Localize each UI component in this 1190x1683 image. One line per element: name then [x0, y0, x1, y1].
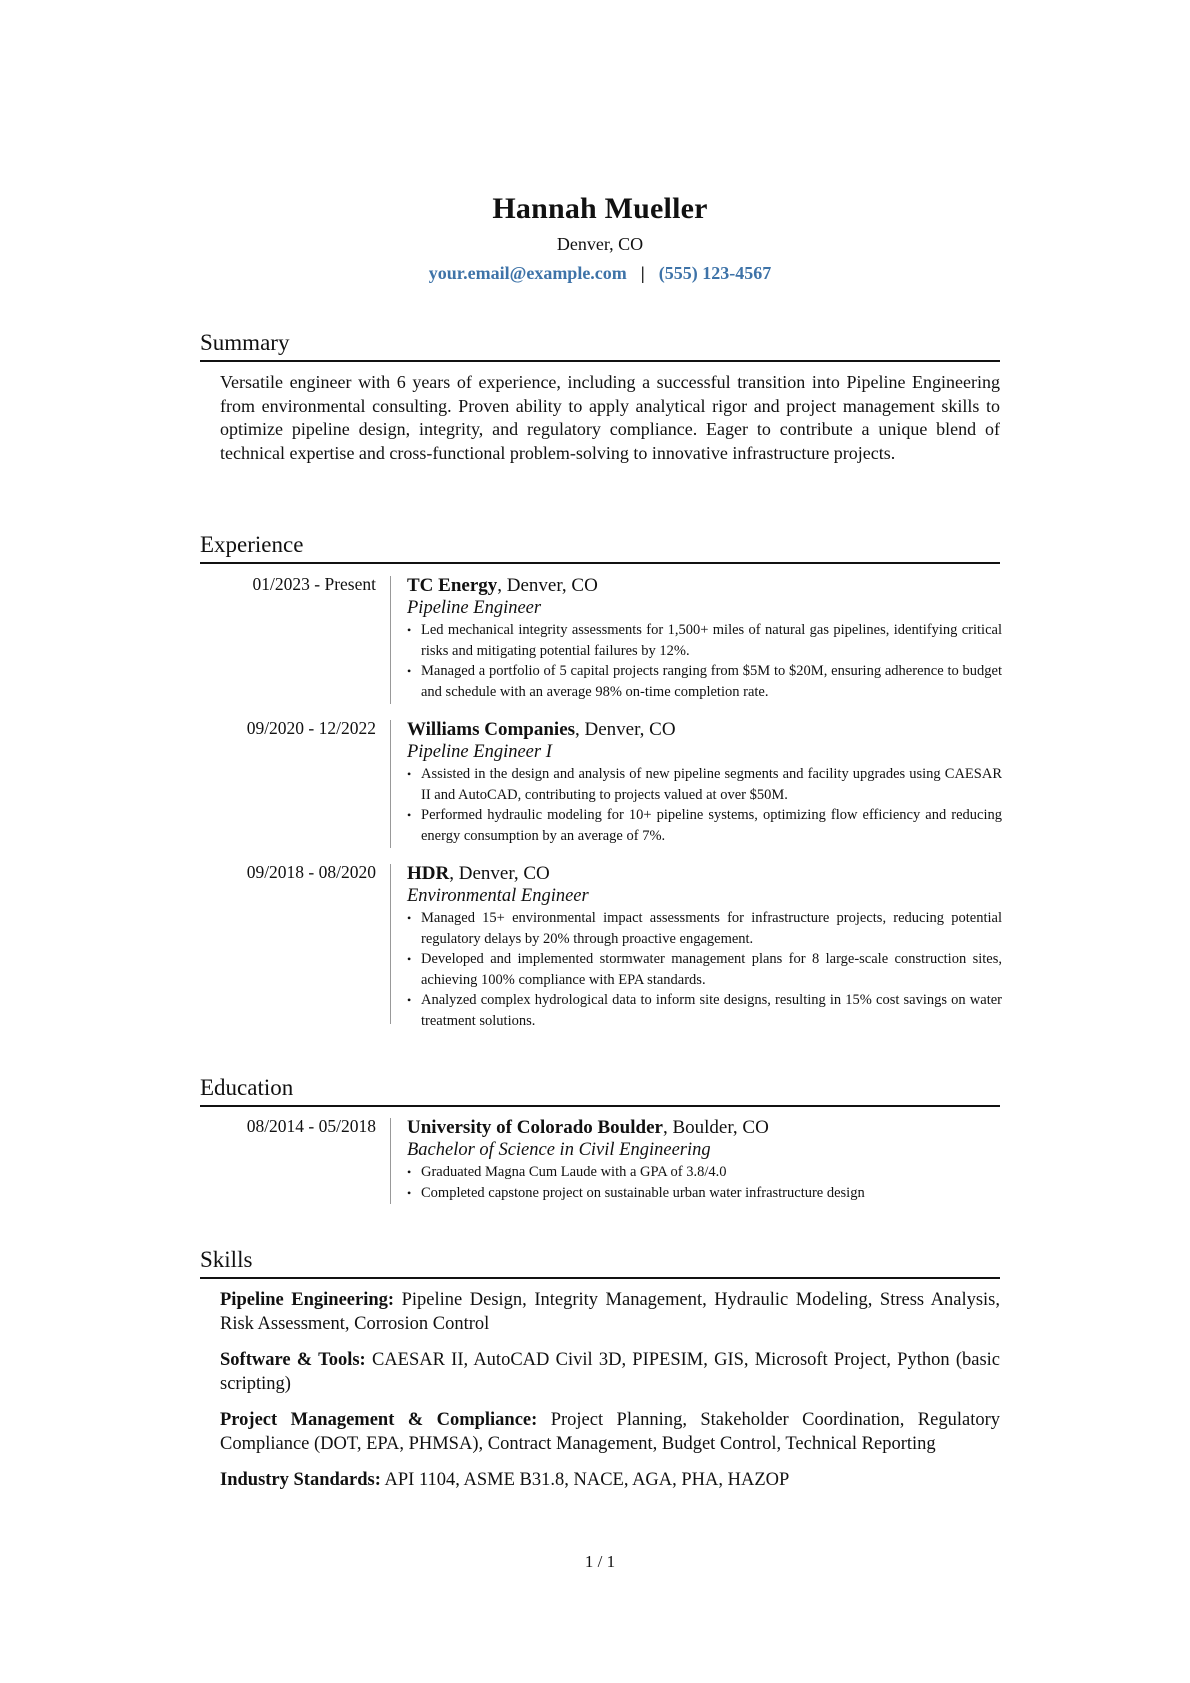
bullet-list [407, 908, 1002, 1032]
page-number: 1 / 1 [584, 1552, 616, 1571]
email-link[interactable]: your.email@example.com [428, 263, 627, 283]
skill-values: Project Planning, Stakeholder Coordination, Regulatory Compliance (DOT, EPA, PHMSA), Contract Management, Budget Control, Technical Reporting [220, 1410, 1000, 1454]
phone-link[interactable]: (555) 123-4567 [658, 263, 772, 283]
contact-separator: | [640, 263, 645, 283]
entry-date: 09/2018 - 08/2020 [246, 862, 376, 882]
timeline-divider [390, 864, 391, 1024]
bullet-item: • Assisted in the design and analysis of new pipeline segments and facility upgrades using CAESAR II and AutoCAD, contributing to projects valued at over $50M. [407, 764, 1002, 805]
timeline-divider [390, 720, 391, 848]
bullet-item: • Developed and implemented stormwater management plans for 8 large-scale construction sites, achieving 100% compliance with EPA standards. [407, 949, 1002, 990]
skill-label: Software & Tools: [220, 1350, 366, 1370]
bullet-item: • Analyzed complex hydrological data to inform site designs, resulting in 15% cost savings on water treatment solutions. [407, 990, 1002, 1031]
summary-text: Versatile engineer with 6 years of experience, including a successful transition into Pipeline Engineering from environmental consulting. Proven ability to apply analytical rigor and project management skills to optimize pipeline design, integrity, and regulatory compliance. Eager to contribute a unique blend of technical expertise and cross-functional problem-solving to innovative infrastructure projects. [220, 372, 1000, 463]
entry-organization [407, 862, 1002, 885]
company-location: , Denver, CO [497, 575, 598, 596]
candidate-location: Denver, CO [556, 234, 644, 254]
entry-body [407, 862, 1002, 1032]
bullet-item: • Completed capstone project on sustainable urban water infrastructure design [407, 1183, 1002, 1204]
bullet-list [407, 1162, 1002, 1203]
entry-body [407, 718, 1002, 846]
school-name: University of Colorado Boulder [407, 1117, 663, 1138]
skill-group [220, 1409, 1000, 1456]
degree-title: Bachelor of Science in Civil Engineering [407, 1140, 711, 1160]
contact-line [200, 263, 1000, 284]
summary-heading: Summary [200, 330, 1000, 362]
skill-label: Pipeline Engineering: [220, 1290, 395, 1310]
company-location: , Denver, CO [575, 719, 676, 740]
candidate-name: Hannah Mueller [492, 192, 708, 225]
bullet-item: • Performed hydraulic modeling for 10+ pipeline systems, optimizing flow efficiency and reducing energy consumption by an average of 7%. [407, 805, 1002, 846]
skill-label: Project Management & Compliance: [220, 1410, 538, 1430]
timeline-divider [390, 576, 391, 704]
entry-date: 08/2014 - 05/2018 [246, 1116, 376, 1136]
entry-organization [407, 718, 1002, 741]
skill-values: Pipeline Design, Integrity Management, Hydraulic Modeling, Stress Analysis, Risk Assessment, Corrosion Control [220, 1290, 1000, 1334]
school-location: , Boulder, CO [662, 1117, 769, 1138]
bullet-item: • Managed a portfolio of 5 capital projects ranging from $5M to $20M, ensuring adherence to budget and schedule with an average 98% on-time completion rate. [407, 661, 1002, 702]
bullet-item: • Led mechanical integrity assessments for 1,500+ miles of natural gas pipelines, identifying critical risks and mitigating potential failures by 12%. [407, 620, 1002, 661]
entry-body [407, 1116, 1002, 1203]
skill-group [220, 1469, 1000, 1493]
skill-values: CAESAR II, AutoCAD Civil 3D, PIPESIM, GIS, Microsoft Project, Python (basic scripting) [220, 1350, 1000, 1394]
timeline-divider [390, 1118, 391, 1204]
skill-label: Industry Standards: [220, 1470, 381, 1490]
company-location: , Denver, CO [449, 863, 550, 884]
entry-body [407, 574, 1002, 702]
job-title: Environmental Engineer [407, 886, 589, 906]
company-name: TC Energy [407, 575, 498, 596]
skills-list [220, 1289, 1000, 1506]
job-title: Pipeline Engineer [407, 598, 542, 618]
skill-group [220, 1349, 1000, 1396]
job-title: Pipeline Engineer I [407, 742, 552, 762]
company-name: HDR [407, 863, 450, 884]
skill-group [220, 1289, 1000, 1336]
bullet-list [407, 620, 1002, 702]
education-heading: Education [200, 1075, 1000, 1107]
company-name: Williams Companies [407, 719, 576, 740]
entry-date: 01/2023 - Present [252, 574, 376, 594]
entry-organization [407, 574, 1002, 597]
bullet-item: • Graduated Magna Cum Laude with a GPA of 3.8/4.0 [407, 1162, 1002, 1183]
entry-date: 09/2020 - 12/2022 [246, 718, 376, 738]
skill-values: API 1104, ASME B31.8, NACE, AGA, PHA, HAZOP [380, 1470, 790, 1490]
experience-heading: Experience [200, 532, 1000, 564]
entry-institution [407, 1116, 1002, 1139]
skills-heading: Skills [200, 1247, 1000, 1279]
bullet-item: • Managed 15+ environmental impact assessments for infrastructure projects, reducing potential regulatory delays by 20% through proactive engagement. [407, 908, 1002, 949]
bullet-list [407, 764, 1002, 846]
